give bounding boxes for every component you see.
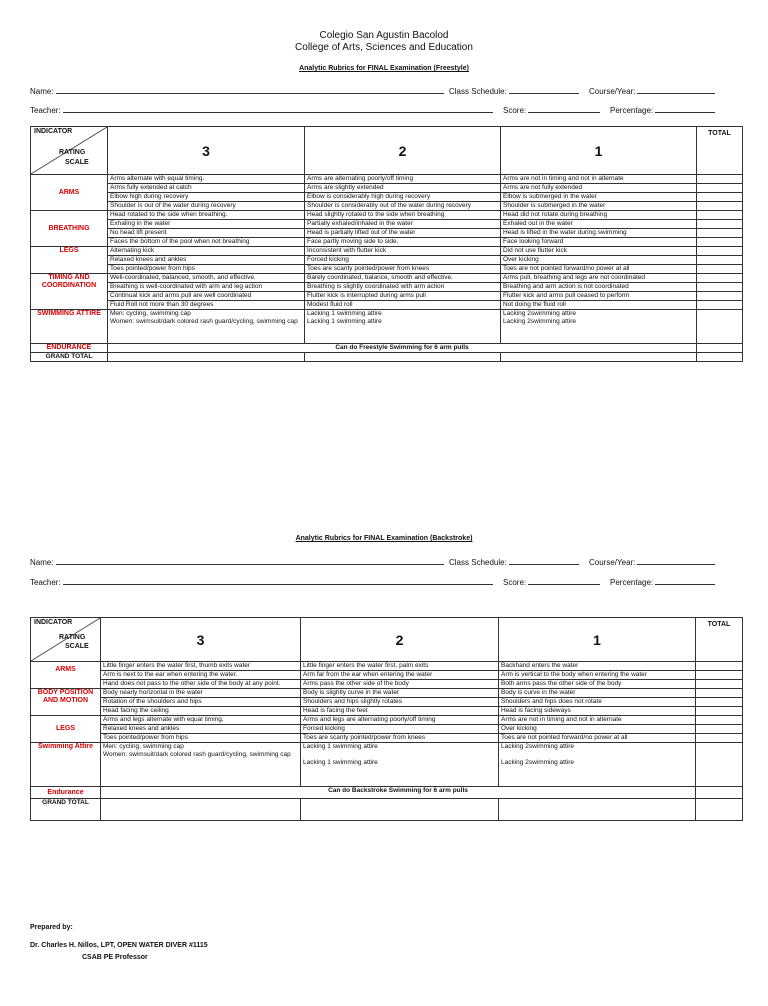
- cell-1: Arms are not in timing and not in alternate: [499, 716, 696, 725]
- indicator-arms: ARMS: [31, 175, 108, 211]
- table-row: [31, 725, 743, 734]
- table-row: [31, 662, 743, 671]
- total-cell[interactable]: [696, 671, 743, 680]
- cell-3: Head facing the ceiling: [101, 707, 301, 716]
- cell-3: No head lift present: [108, 229, 305, 238]
- cell-1: Head is facing sideways: [499, 707, 696, 716]
- table-row: [31, 671, 743, 680]
- header-row: [31, 618, 743, 662]
- course-year-row: [589, 85, 715, 96]
- cell-2: Arms pass the other side of the body: [301, 680, 499, 689]
- cell-3: Arms fully extended at catch: [108, 184, 305, 193]
- score-2-header: 2: [305, 127, 501, 175]
- cell-1: Over kicking: [501, 256, 697, 265]
- indicator-label: INDICATOR: [34, 619, 73, 626]
- table-row: [31, 680, 743, 689]
- score-2-header: 2: [301, 618, 499, 662]
- total-cell[interactable]: [697, 184, 743, 193]
- score-row: [503, 104, 600, 115]
- cell-2: Arm far from the ear when entering the water: [301, 671, 499, 680]
- cell-1: Face looking forward: [501, 238, 697, 247]
- cell-2: Toes are scanty pointed/power from knees: [301, 734, 499, 743]
- total-cell[interactable]: [696, 743, 743, 787]
- cell-2: Inconsistent with flutter kick: [305, 247, 501, 256]
- grand-total-cell[interactable]: [499, 799, 696, 821]
- table-row: [31, 202, 743, 211]
- score-1-header: 1: [501, 127, 697, 175]
- cell-1: Backhand enters the water: [499, 662, 696, 671]
- grand-total-label: GRAND TOTAL: [31, 799, 101, 821]
- cell-2: Forced kicking: [305, 256, 501, 265]
- table-row: [31, 787, 743, 799]
- freestyle-title: Analytic Rubrics for FINAL Examination (Freestyle): [299, 65, 469, 72]
- header-row: [31, 127, 743, 175]
- total-cell[interactable]: [697, 274, 743, 283]
- indicator-body-position: BODY POSITION AND MOTION: [31, 689, 101, 716]
- class-schedule-label: Class Schedule:: [449, 558, 507, 567]
- cell-3: Fluid Roll not more than 30 degrees: [108, 301, 305, 310]
- endurance-criterion: Can do Freestyle Swimming for 6 arm pulls: [108, 344, 697, 353]
- cell-2: Shoulders and hips slightly rotates: [301, 698, 499, 707]
- table-row: [31, 220, 743, 229]
- score-3-header: 3: [101, 618, 301, 662]
- name-label: Name:: [30, 558, 54, 567]
- cell-1: Arms pull, breathing and legs are not coordinated: [501, 274, 697, 283]
- teacher-label: Teacher:: [30, 578, 61, 587]
- cell-2: Head is facing the feet: [301, 707, 499, 716]
- prepared-by-label: Prepared by:: [30, 924, 73, 931]
- score-row: [503, 576, 600, 587]
- school-name: Colegio San Agustin Bacolod: [319, 30, 449, 41]
- cell-1: Elbow is submerged in the water: [501, 193, 697, 202]
- cell-3: Men: cycling, swimming cap Women: swimsuit/dark colored rash guard/cycling, swimming cap: [101, 743, 301, 787]
- college-name: College of Arts, Sciences and Education: [295, 42, 473, 53]
- cell-3: Exhaling in the water: [108, 220, 305, 229]
- cell-3: Toes pointed/power from hips: [101, 734, 301, 743]
- cell-1: Breathing and arm action is not coordinated: [501, 283, 697, 292]
- indicator-endurance: Endurance: [31, 787, 101, 799]
- score-label: Score:: [503, 578, 527, 587]
- cell-2: Head slightly rotated to the side when breathing: [305, 211, 501, 220]
- total-cell[interactable]: [697, 301, 743, 310]
- indicator-rating-header: [31, 127, 108, 175]
- cell-1: Arms are not in timing and not in alternate: [501, 175, 697, 184]
- total-cell[interactable]: [696, 680, 743, 689]
- cell-3: Head rotated to the side when breathing.: [108, 211, 305, 220]
- cell-3: Little finger enters the water first, thumb exits water: [101, 662, 301, 671]
- grand-total-cell[interactable]: [501, 353, 697, 362]
- class-schedule-input-line[interactable]: [509, 556, 579, 565]
- total-cell[interactable]: [696, 698, 743, 707]
- indicator-attire: SWIMMING ATTIRE: [31, 310, 108, 344]
- cell-3: Toes pointed/power from hips: [108, 265, 305, 274]
- table-row: [31, 344, 743, 353]
- backstroke-title: Analytic Rubrics for FINAL Examination (Backstroke): [295, 535, 473, 542]
- total-cell[interactable]: [697, 202, 743, 211]
- table-row: [31, 238, 743, 247]
- cell-2: Head is partially lifted out of the water: [305, 229, 501, 238]
- table-row: [31, 247, 743, 256]
- cell-3: Faces the bottom of the pool when not breathing: [108, 238, 305, 247]
- cell-1: Head is lifted in the water during swimming: [501, 229, 697, 238]
- indicator-breathing: BREATHING: [31, 211, 108, 247]
- indicator-legs: LEGS: [31, 716, 101, 743]
- scale-label: SCALE: [65, 159, 89, 166]
- cell-3: Shoulder is out of the water during recovery: [108, 202, 305, 211]
- teacher-input-line[interactable]: [63, 104, 493, 113]
- grand-total-cell[interactable]: [697, 353, 743, 362]
- total-cell[interactable]: [697, 283, 743, 292]
- table-row: [31, 256, 743, 265]
- total-cell[interactable]: [696, 734, 743, 743]
- total-cell[interactable]: [696, 662, 743, 671]
- teacher-field-row: [30, 576, 493, 587]
- table-row: [31, 292, 743, 301]
- total-cell[interactable]: [696, 716, 743, 725]
- cell-2: Toes are scanty pointed/power from knees: [305, 265, 501, 274]
- grand-total-cell[interactable]: [305, 353, 501, 362]
- cell-1: Shoulders and hips does not rotate: [499, 698, 696, 707]
- table-row: [31, 229, 743, 238]
- total-cell[interactable]: [697, 265, 743, 274]
- cell-1: Flutter kick and arms pull ceased to perform: [501, 292, 697, 301]
- total-cell[interactable]: [697, 247, 743, 256]
- indicator-endurance: ENDURANCE: [31, 344, 108, 353]
- total-cell[interactable]: [697, 256, 743, 265]
- cell-2: Lacking 1 swimming attire Lacking 1 swimming attire: [301, 743, 499, 787]
- indicator-timing: TIMING AND COORDINATION: [31, 274, 108, 310]
- cell-2: Modest fluid roll: [305, 301, 501, 310]
- percentage-input-line[interactable]: [655, 576, 715, 585]
- freestyle-rubric-table: [30, 126, 743, 362]
- rating-label: RATING: [59, 634, 86, 641]
- cell-3: Elbow high during recovery: [108, 193, 305, 202]
- table-row: [31, 193, 743, 202]
- total-cell[interactable]: [696, 725, 743, 734]
- cell-3: Body nearly horizontal in the water: [101, 689, 301, 698]
- cell-1: Head did not rotate during breathing: [501, 211, 697, 220]
- table-row: [31, 353, 743, 362]
- score-input-line[interactable]: [528, 104, 600, 113]
- indicator-legs: LEGS: [31, 247, 108, 274]
- cell-1: Arm is vertical to the body when entering the water: [499, 671, 696, 680]
- cell-1: Over kicking: [499, 725, 696, 734]
- total-cell[interactable]: [697, 175, 743, 184]
- backstroke-rubric-table: [30, 617, 743, 821]
- cell-2: Breathing is slightly coordinated with arm action: [305, 283, 501, 292]
- cell-2: Lacking 1 swimming attire Lacking 1 swimming attire: [305, 310, 501, 344]
- grand-total-label: GRAND TOTAL: [31, 353, 108, 362]
- cell-1: Both arms pass the other side of the body: [499, 680, 696, 689]
- table-row: [31, 743, 743, 787]
- grand-total-cell[interactable]: [108, 353, 305, 362]
- cell-2: Arms and legs are alternating poorly/off timing: [301, 716, 499, 725]
- cell-1: Toes are not pointed forward/no power at all: [501, 265, 697, 274]
- table-row: [31, 698, 743, 707]
- cell-3: Rotation of the shoulders and hips: [101, 698, 301, 707]
- cell-2: Partially exhaled/inhaled in the water: [305, 220, 501, 229]
- table-row: [31, 716, 743, 725]
- total-cell[interactable]: [697, 220, 743, 229]
- cell-1: Did not use flutter kick: [501, 247, 697, 256]
- total-cell[interactable]: [697, 238, 743, 247]
- table-row: [31, 175, 743, 184]
- cell-1: Body is curve in the water: [499, 689, 696, 698]
- percentage-row: [610, 104, 715, 115]
- table-row: [31, 211, 743, 220]
- score-3-header: 3: [108, 127, 305, 175]
- total-cell[interactable]: [697, 344, 743, 353]
- teacher-label: Teacher:: [30, 106, 61, 115]
- cell-2: Body is slightly curve in the water: [301, 689, 499, 698]
- cell-3: Alternating kick: [108, 247, 305, 256]
- cell-1: Toes are not pointed forward/no power at all: [499, 734, 696, 743]
- grand-total-cell[interactable]: [301, 799, 499, 821]
- cell-1: Not doing the fluid roll: [501, 301, 697, 310]
- total-cell[interactable]: [696, 707, 743, 716]
- name-input-line[interactable]: [56, 556, 444, 565]
- course-year-label: Course/Year:: [589, 87, 636, 96]
- indicator-arms: ARMS: [31, 662, 101, 689]
- total-header: TOTAL: [697, 127, 743, 175]
- percentage-label: Percentage:: [610, 578, 654, 587]
- cell-1: Shoulder is submerged in the water: [501, 202, 697, 211]
- scale-label: SCALE: [65, 643, 89, 650]
- cell-3: Breathing is well-coordinated with arm and leg action: [108, 283, 305, 292]
- cell-1: Lacking 2swimming attire Lacking 2swimming attire: [499, 743, 696, 787]
- preparer-role: CSAB PE Professor: [82, 954, 148, 961]
- total-cell[interactable]: [696, 689, 743, 698]
- cell-3: Men: cycling, swimming cap Women: swimsuit/dark colored rash guard/cycling, swimming cap: [108, 310, 305, 344]
- course-year-row: [589, 556, 715, 567]
- cell-2: Shoulder is considerably out of the water during recovery: [305, 202, 501, 211]
- preparer-name: Dr. Charles H. Nillos, LPT, OPEN WATER DIVER #1115: [30, 942, 208, 949]
- cell-2: Forced kicking: [301, 725, 499, 734]
- total-cell[interactable]: [697, 229, 743, 238]
- cell-2: Arms are alternating poorly/off timing: [305, 175, 501, 184]
- total-cell[interactable]: [697, 193, 743, 202]
- percentage-row: [610, 576, 715, 587]
- cell-3: Well-coordinated, balanced, smooth, and effective.: [108, 274, 305, 283]
- cell-1: Arms are not fully extended: [501, 184, 697, 193]
- class-schedule-row: [449, 85, 579, 96]
- course-year-input-line[interactable]: [637, 85, 715, 94]
- rating-label: RATING: [59, 149, 86, 156]
- cell-3: Relaxed knees and ankles: [108, 256, 305, 265]
- cell-3: Hand does not pass to the other side of the body at any point.: [101, 680, 301, 689]
- cell-1: Exhaled out in the water: [501, 220, 697, 229]
- cell-2: Face partly moving side to side.: [305, 238, 501, 247]
- table-row: [31, 274, 743, 283]
- table-row: [31, 310, 743, 344]
- table-row: [31, 799, 743, 821]
- total-cell[interactable]: [697, 292, 743, 301]
- table-row: [31, 301, 743, 310]
- percentage-input-line[interactable]: [655, 104, 715, 113]
- indicator-rating-header: [31, 618, 101, 662]
- score-input-line[interactable]: [528, 576, 600, 585]
- percentage-label: Percentage:: [610, 106, 654, 115]
- class-schedule-input-line[interactable]: [509, 85, 579, 94]
- name-field-row: [30, 556, 444, 567]
- cell-2: Little finger enters the water first, palm exits: [301, 662, 499, 671]
- total-header: TOTAL: [696, 618, 743, 662]
- grand-total-cell[interactable]: [696, 799, 743, 821]
- table-row: [31, 707, 743, 716]
- name-field-row: [30, 85, 444, 96]
- total-cell[interactable]: [697, 310, 743, 344]
- name-label: Name:: [30, 87, 54, 96]
- cell-3: Arms alternate with equal timing.: [108, 175, 305, 184]
- endurance-criterion: Can do Backstroke Swimming for 6 arm pulls: [101, 787, 696, 799]
- score-1-header: 1: [499, 618, 696, 662]
- teacher-input-line[interactable]: [63, 576, 493, 585]
- teacher-field-row: [30, 104, 493, 115]
- total-cell[interactable]: [697, 211, 743, 220]
- cell-2: Barely coordinated, balance, smooth and effective.: [305, 274, 501, 283]
- name-input-line[interactable]: [56, 85, 444, 94]
- class-schedule-row: [449, 556, 579, 567]
- table-row: [31, 689, 743, 698]
- table-row: [31, 184, 743, 193]
- cell-2: Arms are slightly extended: [305, 184, 501, 193]
- cell-2: Flutter kick is interrupted during arms pull: [305, 292, 501, 301]
- cell-3: Relaxed knees and ankles: [101, 725, 301, 734]
- class-schedule-label: Class Schedule:: [449, 87, 507, 96]
- cell-2: Elbow is considerably high during recovery: [305, 193, 501, 202]
- cell-1: Lacking 2swimming attire Lacking 2swimming attire: [501, 310, 697, 344]
- course-year-input-line[interactable]: [637, 556, 715, 565]
- score-label: Score:: [503, 106, 527, 115]
- table-row: [31, 734, 743, 743]
- total-cell[interactable]: [696, 787, 743, 799]
- indicator-label: INDICATOR: [34, 128, 73, 135]
- grand-total-cell[interactable]: [101, 799, 301, 821]
- course-year-label: Course/Year:: [589, 558, 636, 567]
- table-row: [31, 265, 743, 274]
- table-row: [31, 283, 743, 292]
- indicator-attire: Swimming Attire: [31, 743, 101, 787]
- cell-3: Arms and legs alternate with equal timing.: [101, 716, 301, 725]
- cell-3: Continual kick and arms pull are well coordinated: [108, 292, 305, 301]
- cell-3: Arm is next to the ear when entering the water.: [101, 671, 301, 680]
